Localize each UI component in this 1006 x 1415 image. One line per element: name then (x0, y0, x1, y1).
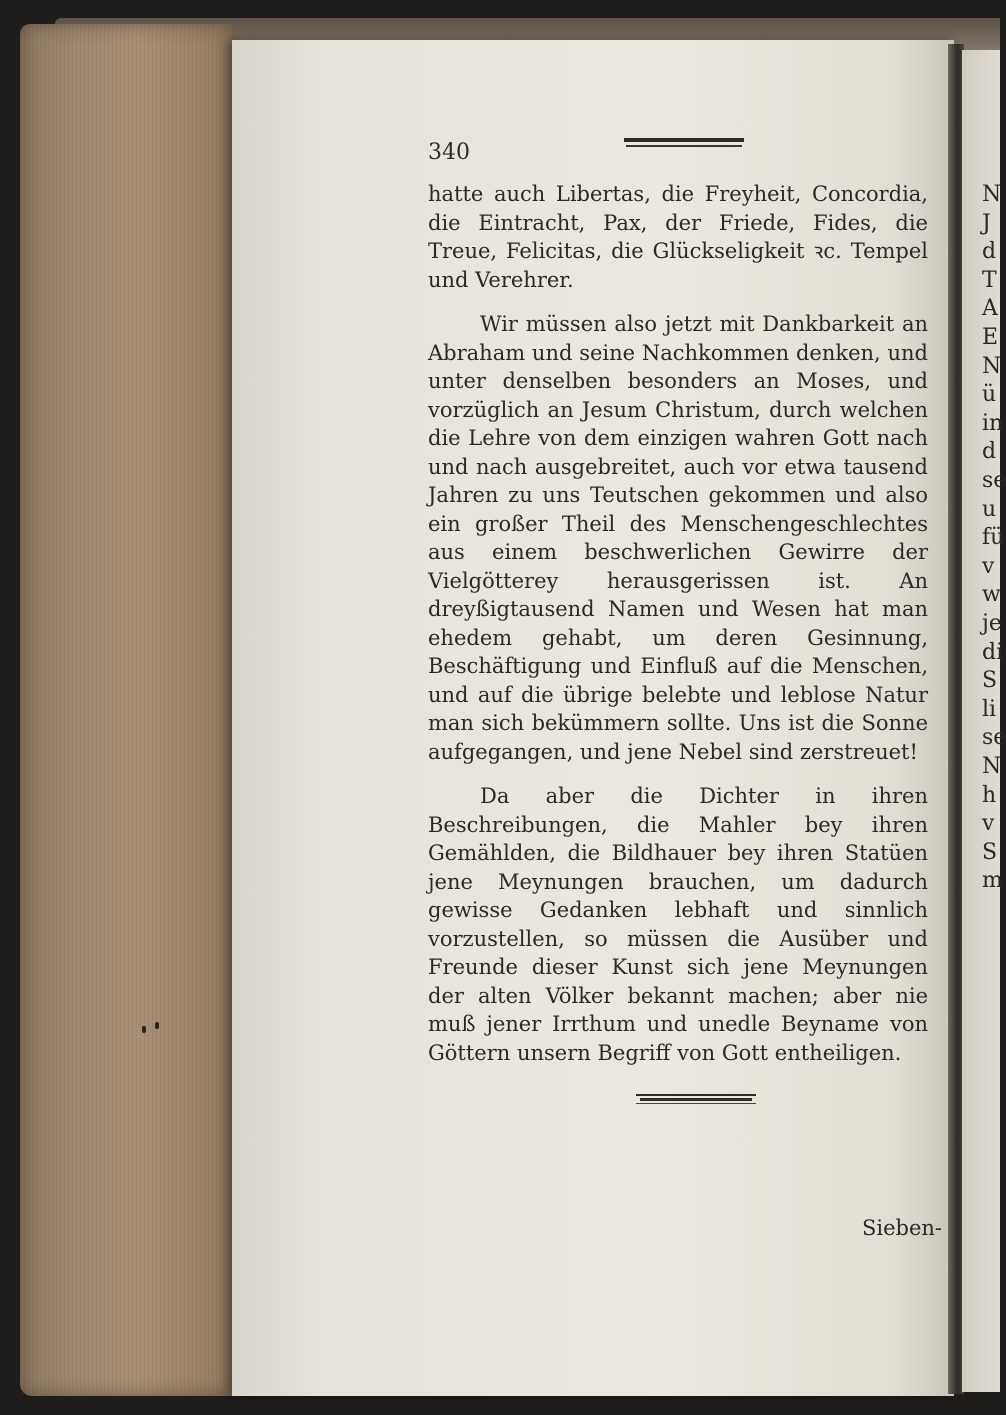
adjacent-page-fragment: S (982, 668, 998, 694)
adjacent-page-fragment: m (982, 868, 1003, 894)
adjacent-page-fragment: je (982, 611, 1002, 636)
header-ornament (624, 138, 744, 148)
page-body (428, 180, 928, 1067)
adjacent-page-fragment: di (982, 639, 1004, 665)
adjacent-page-fragment: w (982, 582, 1001, 608)
adjacent-page-fragment: d (982, 439, 997, 465)
adjacent-page-fragment: N (982, 754, 1002, 779)
paper-speck (155, 1022, 159, 1029)
adjacent-page-fragment: u (982, 496, 997, 522)
paragraph-1: hatte auch Libertas, die Freyheit, Concordia, die Eintracht, Pax, der Friede, Fides, die Treue, Felicitas, die Glückseligkeit ꝛc. Tempel und Verehrer. (428, 182, 928, 292)
adjacent-page-fragment: li (982, 696, 997, 722)
adjacent-page-fragment: ü (982, 382, 997, 408)
adjacent-page-fragment: d (982, 239, 997, 265)
adjacent-page-fragment: N (982, 182, 1002, 207)
adjacent-page (962, 50, 1006, 1392)
adjacent-page-fragment: v (982, 811, 995, 837)
adjacent-page-fragment: in (982, 410, 1004, 436)
closing-ornament (636, 1094, 756, 1106)
adjacent-page-fragment: E (982, 325, 999, 350)
adjacent-page-fragment: J (982, 210, 991, 236)
book-page-edges (20, 24, 235, 1396)
adjacent-page-fragment: v (982, 553, 995, 579)
adjacent-page-fragment: N (982, 353, 1002, 379)
paragraph-3: Da aber die Dichter in ihren Beschreibungen, die Mahler bey ihren Gemählden, die Bildhauer bey ihren Statüen jene Meynungen brauchen, um dadurch gewisse Gedanken lebhaft und sinnlich vorzustellen, so müssen die Ausüber und Freunde dieser Kunst sich jene Meynungen der alten Völker bekannt machen; aber nie muß jener Irrthum und unedle Beyname von Göttern unsern Begriff von Gott entheiligen. (428, 784, 928, 1065)
page-header (428, 138, 928, 168)
adjacent-page-fragment: se (982, 725, 1006, 751)
adjacent-page-fragment: se (982, 468, 1006, 493)
adjacent-page-fragment: fü (982, 525, 1005, 551)
adjacent-page-fragment: A (982, 296, 998, 322)
catchword: Sieben- (862, 1216, 943, 1240)
adjacent-page-fragment: T (982, 267, 997, 293)
adjacent-page-fragment: S (982, 839, 998, 865)
adjacent-page-fragment: h (982, 782, 997, 808)
paragraph-2: Wir müssen also jetzt mit Dankbarkeit an Abraham und seine Nachkommen denken, und unter denselben besonders an Moses, und vorzüglich an Jesum Christum, durch welchen die Lehre von dem einzigen wahren Gott nach und nach ausgebreitet, auch vor etwa tausend Jahren zu uns Teutschen gekommen und also ein großer Theil des Menschengeschlechtes aus einem beschwerlichen Gewirre der Vielgötterey herausgerissen ist. An dreyßigtausend Namen und Wesen hat man ehedem gehabt, um deren Gesinnung, Beschäftigung und Einfluß auf die Menschen, und auf die übrige belebte und leblose Natur man sich bekümmern sollte. Uns ist die Sonne aufgegangen, und jene Nebel sind zerstreuet! (428, 312, 928, 764)
page-number: 340 (428, 140, 470, 165)
paper-speck (142, 1026, 146, 1033)
